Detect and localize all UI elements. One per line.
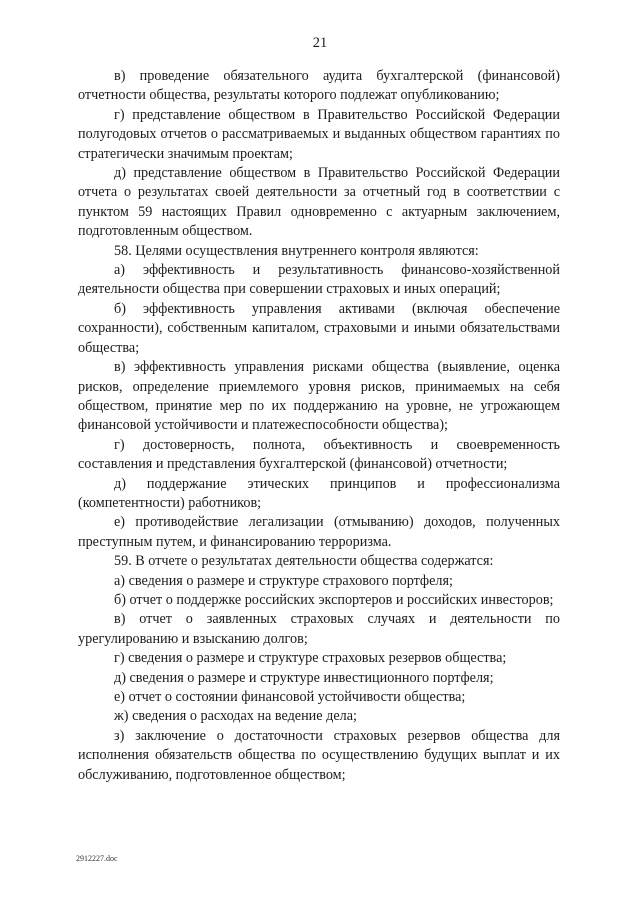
document-body [78,67,560,785]
paragraph-58-v: в) эффективность управления рисками общества (выявление, оценка рисков, определение приемлемого уровня рисков, принимаемых на себя обществом, принятие мер по их поддержанию на уровне, не угрожающем финансовой устойчивости и платежеспособности общества); [78,359,560,434]
paragraph-59-b: б) отчет о поддержке российских экспортеров и российских инвесторов; [114,591,554,608]
page-number: 21 [312,35,328,51]
paragraph-59-d: д) сведения о размере и структуре инвестиционного портфеля; [114,669,494,686]
paragraph-57-g: г) представление обществом в Правительство Российской Федерации полугодовых отчетов о рассматриваемых и выданных обществом гарантиях по стратегически значимым проектам; [78,106,560,162]
paragraph-59-zh: ж) сведения о расходах на ведение дела; [114,708,357,725]
paragraph-58-a: а) эффективность и результативность финансово-хозяйственной деятельности общества при совершении страховых и иных операций; [78,262,560,298]
paragraph-57-v: в) проведение обязательного аудита бухгалтерской (финансовой) отчетности общества, результаты которого подлежат опубликованию; [78,68,560,104]
paragraph-59-heading: 59. В отчете о результатах деятельности общества содержатся: [114,553,494,570]
paragraph-58-d: д) поддержание этических принципов и профессионализма (компетентности) работников; [78,475,560,511]
paragraph-59-v: в) отчет о заявленных страховых случаях и деятельности по урегулированию и взысканию долгов; [78,611,560,647]
footer-filename: 2912227.doc [76,854,118,863]
paragraph-58-b: б) эффективность управления активами (включая обеспечение сохранности), собственным капиталом, страховыми и иными обязательствами общества; [78,300,560,356]
paragraph-58-g: г) достоверность, полнота, объективность и своевременность составления и представления бухгалтерской (финансовой) отчетности; [78,436,560,473]
paragraph-59-g: г) сведения о размере и структуре страховых резервов общества; [114,650,507,667]
paragraph-58-heading: 58. Целями осуществления внутреннего контроля являются: [114,242,479,259]
paragraph-59-a: а) сведения о размере и структуре страхового портфеля; [114,572,453,589]
paragraph-59-e: е) отчет о состоянии финансовой устойчивости общества; [114,689,466,705]
paragraph-57-d: д) представление обществом в Правительство Российской Федерации отчета о результатах своей деятельности за отчетный год в соответствии с пунктом 59 настоящих Правил одновременно с актуарным заключением, подготовленным обществом. [78,165,560,240]
paragraph-58-e: е) противодействие легализации (отмыванию) доходов, полученных преступным путем, и финансированию терроризма. [78,514,560,550]
paragraph-59-z: з) заключение о достаточности страховых резервов общества для исполнения обязательств общества по осуществлению будущих выплат и их обслуживанию, подготовленное обществом; [78,727,560,783]
